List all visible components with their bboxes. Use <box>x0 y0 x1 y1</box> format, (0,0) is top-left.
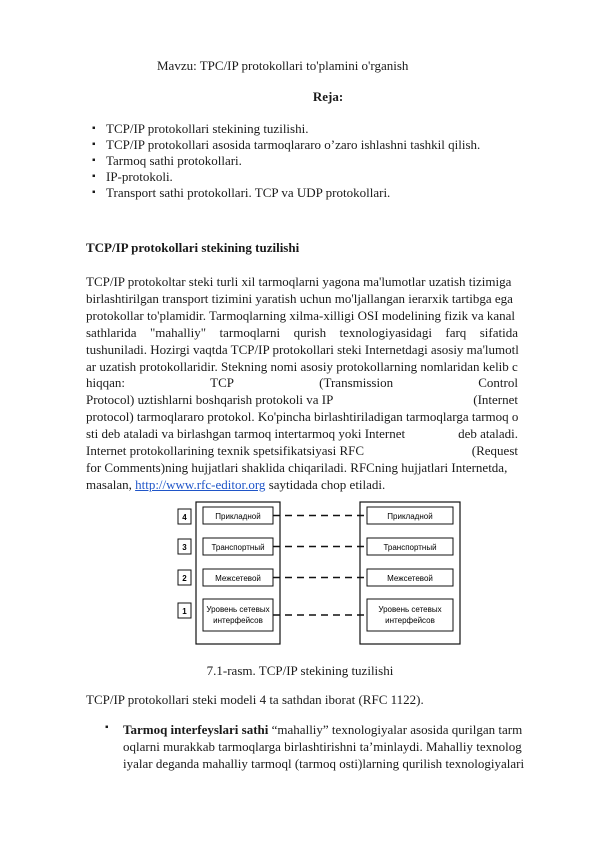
plan-title: Reja: <box>312 89 344 104</box>
paragraph-line: oqlarni murakkab tarmoqlarga birlashtirishni ta’minlaydi. Mahalliy texnolog <box>123 738 522 754</box>
rfc-editor-link[interactable]: http://www.rfc-editor.org <box>135 476 266 492</box>
word: qurish <box>293 324 327 340</box>
plan-item: ▪ Transport sathi protokollari. TCP va UDP protokollari. <box>106 185 480 201</box>
right-layer-label: Прикладной <box>387 512 433 521</box>
line-segment: masalan, <box>86 476 136 492</box>
plan-item: ▪ IP-protokoli. <box>106 169 480 185</box>
line-segment: sti deb ataladi va birlashgan tarmoq intertarmoq yoki Internet <box>86 426 406 442</box>
word: sifatida <box>479 324 518 340</box>
bullet-paragraph <box>123 722 533 773</box>
layer-number-2 <box>178 570 191 585</box>
left-layer-label: Транспортный <box>211 543 265 552</box>
line-segment: (Internet <box>473 392 518 408</box>
paragraph-line: protokollar to'plamidir. Tarmoqlarning xilma-xilligi OSI modelining fizik va kanal <box>86 307 516 323</box>
paragraph-line: iyalar deganda mahalliy tarmoql (tarmoq osti)larning qurilish texnologiyalari <box>123 755 525 771</box>
body-paragraph <box>86 274 518 494</box>
right-layer-label: Уровень сетевых <box>378 605 442 614</box>
word: sathlarida <box>86 324 137 340</box>
plan-item: ▪ Tarmoq sathi protokollari. <box>106 153 480 169</box>
bold-term: Tarmoq interfeyslari sathi <box>123 722 269 737</box>
paragraph-line: tushuniladi. Hozirgi vaqtda TCP/IP protokollari steki Internetdagi asosiy ma'lumotl <box>86 341 519 357</box>
line-segment: Internet protokollarining texnik spetsifikatsiyasi RFC <box>86 443 365 459</box>
plan-item: ▪ TCP/IP protokollari asosida tarmoqlararo o’zaro ishlashni tashkil qilish. <box>106 137 480 153</box>
word: TCP <box>210 375 234 391</box>
figure-caption: 7.1-rasm. TCP/IP stekining tuzilishi <box>206 663 394 678</box>
line-segment: Protocol) uztishlarni boshqarish protokoli va IP <box>86 392 334 408</box>
paragraph-line <box>86 426 518 443</box>
layer-number: 2 <box>182 574 187 583</box>
paragraph-line <box>86 443 518 460</box>
tcpip-stack-diagram <box>175 500 465 650</box>
left-layer-network-interface <box>203 599 273 631</box>
word: farq <box>445 324 467 340</box>
paragraph-line <box>86 375 518 392</box>
paragraph-line <box>86 477 518 494</box>
left-layer-label: Прикладной <box>215 512 261 521</box>
paragraph-line: TCP/IP protokoltar steki turli xil tarmoqlarni yagona ma'lumotlar uzatish tizimiga <box>86 274 512 289</box>
word: texnologiyasidagi <box>339 324 432 340</box>
right-layer-label: Транспортный <box>383 543 437 552</box>
paragraph-line: for Comments)ning hujjatlari shaklida chiqariladi. RFCning hujjatlari Internetda, <box>86 459 508 475</box>
word: Control <box>478 375 518 391</box>
plan-list <box>106 121 480 201</box>
layer-number: 1 <box>182 607 187 616</box>
line-segment: deb ataladi. <box>458 426 518 442</box>
layer-number-3 <box>178 539 191 554</box>
left-layer-label: Уровень сетевых <box>206 605 270 614</box>
layer-number-1 <box>178 603 191 618</box>
paragraph-line: protocol) tarmoqlararo protokol. Ko'pincha birlashtiriladigan tarmoqlarga tarmoq o <box>86 409 519 425</box>
paragraph-line <box>86 325 518 342</box>
paragraph-line <box>86 392 518 409</box>
right-layer-label: интерфейсов <box>385 616 435 625</box>
right-layer-network-interface <box>367 599 453 631</box>
paragraph-line: birlashtirilgan transport tizimini yaratish uchun mo'ljallangan ierarxik tartibga ega <box>86 290 513 306</box>
topic-line: Mavzu: TPC/IP protokollari to'plamini o'rganish <box>157 58 409 73</box>
body-paragraph: TCP/IP protokollari steki modeli 4 ta sathdan iborat (RFC 1122). <box>86 692 424 707</box>
right-layer-label: Межсетевой <box>387 574 433 583</box>
line-segment: saytidada chop etiladi. <box>265 476 386 492</box>
layer-number: 4 <box>182 513 187 522</box>
word: tarmoqlarni <box>219 324 281 340</box>
layer-number: 3 <box>182 543 187 552</box>
bullet-marker: ▪ <box>105 722 109 733</box>
line-segment: “mahalliy” texnologiyalar asosida qurilgan tarm <box>268 722 523 737</box>
plan-item: ▪ TCP/IP protokollari stekining tuzilishi. <box>106 121 480 137</box>
left-layer-label: Межсетевой <box>215 574 261 583</box>
paragraph-line: ar uzatish protokollaridir. Stekning nomi asosiy protokollarning nomlaridan kelib c <box>86 358 518 374</box>
line-segment: (Request <box>471 443 518 459</box>
section-heading: TCP/IP protokollari stekining tuzilishi <box>86 240 300 255</box>
paragraph-line <box>123 722 533 739</box>
word: hiqqan: <box>86 375 125 391</box>
word: "mahalliy" <box>149 324 207 340</box>
left-layer-label: интерфейсов <box>213 616 263 625</box>
word: (Transmission <box>319 375 394 391</box>
layer-number-4 <box>178 509 191 524</box>
